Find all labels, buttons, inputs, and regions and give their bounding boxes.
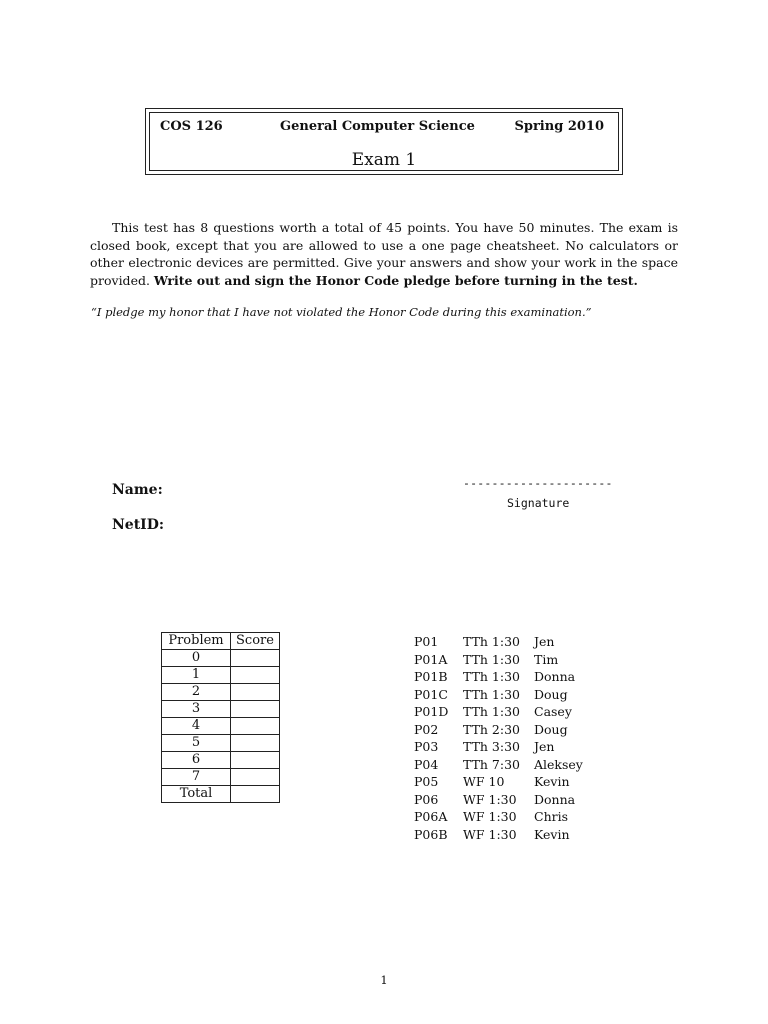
instructions-text: This test has 8 questions worth a total of 45 points. You have 50 minutes. The exam is closed book, except that you are allowed to use a one page cheatsheet. No calculators or other electronic devices are permitted. Give your answers and show your work in the space provided.	[90, 220, 678, 288]
score-table-row	[162, 718, 280, 735]
section-code: P02	[414, 721, 439, 737]
exam-title: Exam 1	[351, 150, 417, 170]
score-cell	[231, 718, 280, 735]
exam-instructions	[90, 219, 678, 289]
score-table-row	[162, 701, 280, 718]
section-instructor: Kevin	[534, 826, 570, 842]
section-code: P03	[414, 739, 439, 754]
section-instructor: Doug	[534, 686, 568, 702]
section-time: TTh 3:30	[463, 739, 521, 754]
section-time: TTh 1:30	[463, 686, 521, 702]
score-table-row	[162, 752, 280, 769]
section-code: P06	[414, 791, 439, 807]
signature-label: Signature	[507, 496, 570, 510]
course-code: COS 126	[160, 119, 223, 134]
signature-line: ---------------------	[463, 476, 613, 490]
section-code: P04	[414, 756, 439, 772]
page-number: 1	[380, 973, 388, 987]
score-table-body	[162, 650, 280, 803]
section-instructor: Casey	[534, 704, 572, 719]
section-time: TTh 7:30	[463, 756, 521, 772]
score-cell	[231, 684, 280, 701]
section-time: TTh 1:30	[463, 669, 521, 684]
course-subject: General Computer Science	[280, 119, 475, 134]
score-table-row	[162, 667, 280, 684]
problem-number-cell: 6	[162, 752, 231, 769]
name-field-label: Name:	[112, 482, 163, 498]
problem-number-cell: 4	[162, 718, 231, 735]
score-table-header-row	[162, 633, 280, 650]
score-cell	[231, 786, 280, 803]
score-cell	[231, 650, 280, 667]
section-instructor: Chris	[534, 809, 569, 824]
problem-number-cell: 1	[162, 667, 231, 684]
honor-code-pledge: “I pledge my honor that I have not violated the Honor Code during this examination.”	[91, 305, 592, 319]
problem-number-cell: 5	[162, 735, 231, 752]
section-time: WF 1:30	[463, 791, 517, 807]
section-instructor: Tim	[534, 651, 559, 667]
section-instructor: Doug	[534, 721, 568, 737]
section-time: WF 10	[463, 774, 505, 789]
section-instructor: Donna	[534, 669, 576, 684]
section-instructor: Jen	[534, 634, 555, 649]
score-table-row	[162, 786, 280, 803]
score-cell	[231, 769, 280, 786]
section-time: TTh 2:30	[463, 721, 521, 737]
problem-column-header: Problem	[162, 633, 231, 650]
section-time: TTh 1:30	[463, 704, 521, 719]
instructions-bold-text: Write out and sign the Honor Code pledge before turning in the test.	[153, 272, 638, 288]
section-code: P01C	[414, 686, 448, 702]
section-code: P01D	[414, 704, 449, 719]
section-code: P01	[414, 634, 439, 649]
score-table-row	[162, 650, 280, 667]
section-code: P01A	[414, 651, 448, 667]
score-table-row	[162, 684, 280, 701]
section-code: P06B	[414, 826, 448, 842]
score-table-row	[162, 735, 280, 752]
score-cell	[231, 735, 280, 752]
course-term: Spring 2010	[514, 119, 604, 134]
section-instructor: Kevin	[534, 774, 570, 789]
score-table	[161, 632, 280, 803]
section-time: TTh 1:30	[463, 634, 521, 649]
section-time: WF 1:30	[463, 809, 517, 824]
section-instructor: Donna	[534, 791, 576, 807]
score-cell	[231, 701, 280, 718]
problem-number-cell: 0	[162, 650, 231, 667]
exam-header-inner-frame	[149, 112, 619, 171]
problem-number-cell: Total	[162, 786, 231, 803]
score-cell	[231, 667, 280, 684]
section-code: P01B	[414, 669, 448, 684]
problem-number-cell: 3	[162, 701, 231, 718]
problem-number-cell: 7	[162, 769, 231, 786]
score-table-row	[162, 769, 280, 786]
section-instructor: Aleksey	[534, 756, 583, 772]
score-column-header: Score	[231, 633, 280, 650]
exam-header-box	[145, 108, 623, 175]
section-code: P06A	[414, 809, 448, 824]
section-time: WF 1:30	[463, 826, 517, 842]
netid-field-label: NetID:	[112, 517, 165, 533]
section-instructor: Jen	[534, 739, 555, 754]
section-code: P05	[414, 774, 439, 789]
problem-number-cell: 2	[162, 684, 231, 701]
score-cell	[231, 752, 280, 769]
section-time: TTh 1:30	[463, 651, 521, 667]
